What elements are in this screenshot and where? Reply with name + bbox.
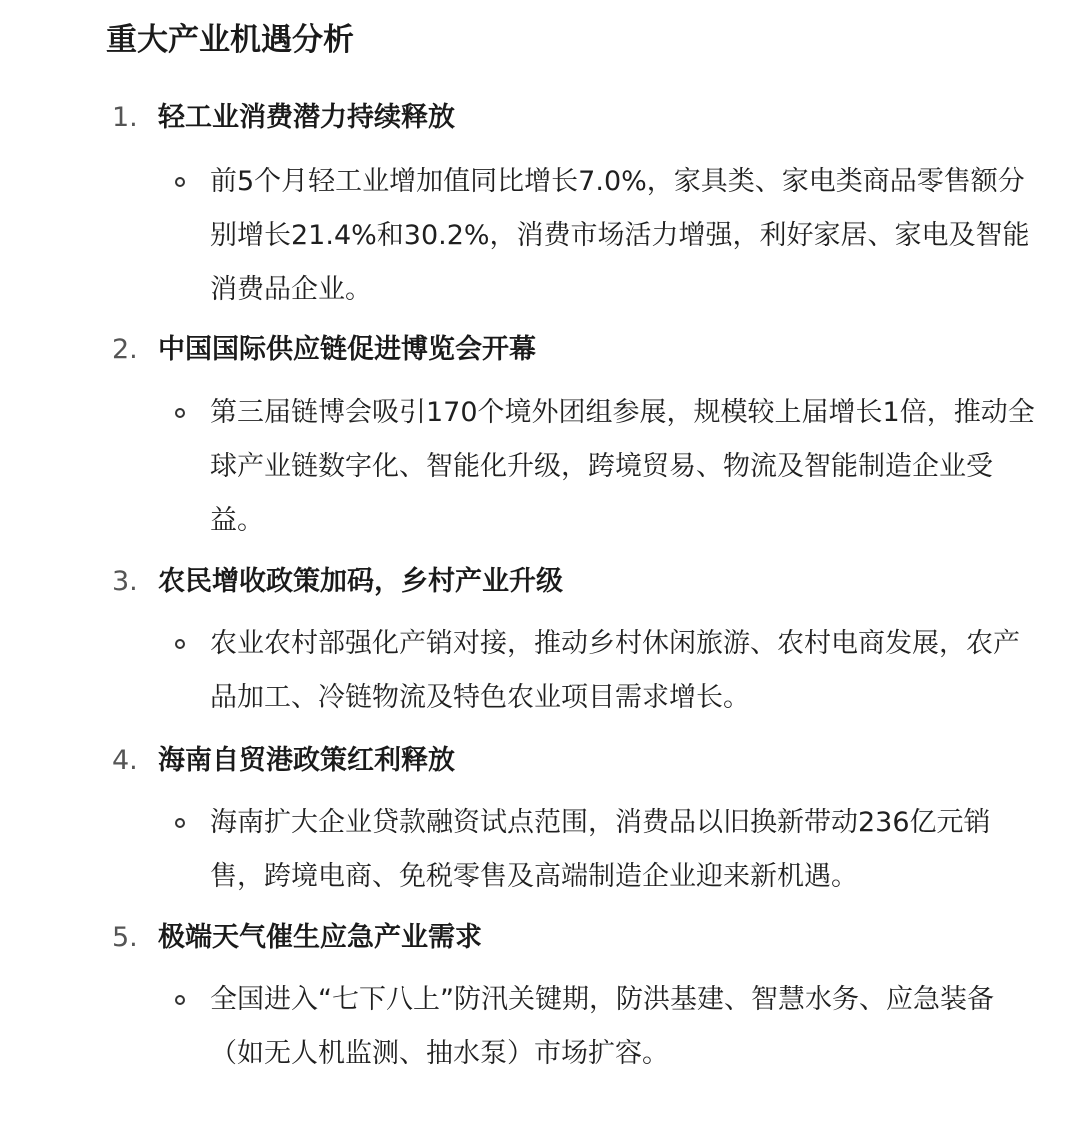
hollow-bullet-icon — [175, 995, 185, 1005]
list-number: 4. — [112, 745, 138, 776]
list-item-text: 海南扩大企业贷款融资试点范围，消费品以旧换新带动236亿元销售，跨境电商、免税零售及高端制造企业迎来新机遇。 — [210, 807, 991, 892]
hollow-bullet-icon — [175, 177, 185, 187]
page-title: 重大产业机遇分析 — [106, 22, 354, 58]
hollow-bullet-icon — [175, 818, 185, 828]
list-item-text: 第三届链博会吸引170个境外团组参展，规模较上届增长1倍，推动全球产业链数字化、智能化升级，跨境贸易、物流及智能制造企业受益。 — [210, 397, 1035, 536]
hollow-bullet-icon — [175, 408, 185, 418]
list-item-text: 农业农村部强化产销对接，推动乡村休闲旅游、农村电商发展，农产品加工、冷链物流及特色农业项目需求增长。 — [210, 628, 1020, 713]
list-item-text: 前5个月轻工业增加值同比增长7.0%，家具类、家电类商品零售额分别增长21.4%和30.2%，消费市场活力增强，利好家居、家电及智能消费品企业。 — [210, 166, 1030, 305]
hollow-bullet-icon — [175, 639, 185, 649]
list-number: 5. — [112, 922, 138, 953]
list-item-title: 农民增收政策加码，乡村产业升级 — [158, 566, 563, 597]
list-item-title: 海南自贸港政策红利释放 — [158, 745, 455, 776]
list-number: 3. — [112, 566, 138, 597]
list-number: 2. — [112, 334, 138, 365]
list-item-text: 全国进入“七下八上”防汛关键期，防洪基建、智慧水务、应急装备（如无人机监测、抽水泵）市场扩容。 — [210, 984, 994, 1069]
list-item-title: 中国国际供应链促进博览会开幕 — [158, 334, 536, 365]
list-item-title: 极端天气催生应急产业需求 — [158, 922, 482, 953]
list-item-title: 轻工业消费潜力持续释放 — [158, 102, 455, 133]
list-number: 1. — [112, 102, 138, 133]
